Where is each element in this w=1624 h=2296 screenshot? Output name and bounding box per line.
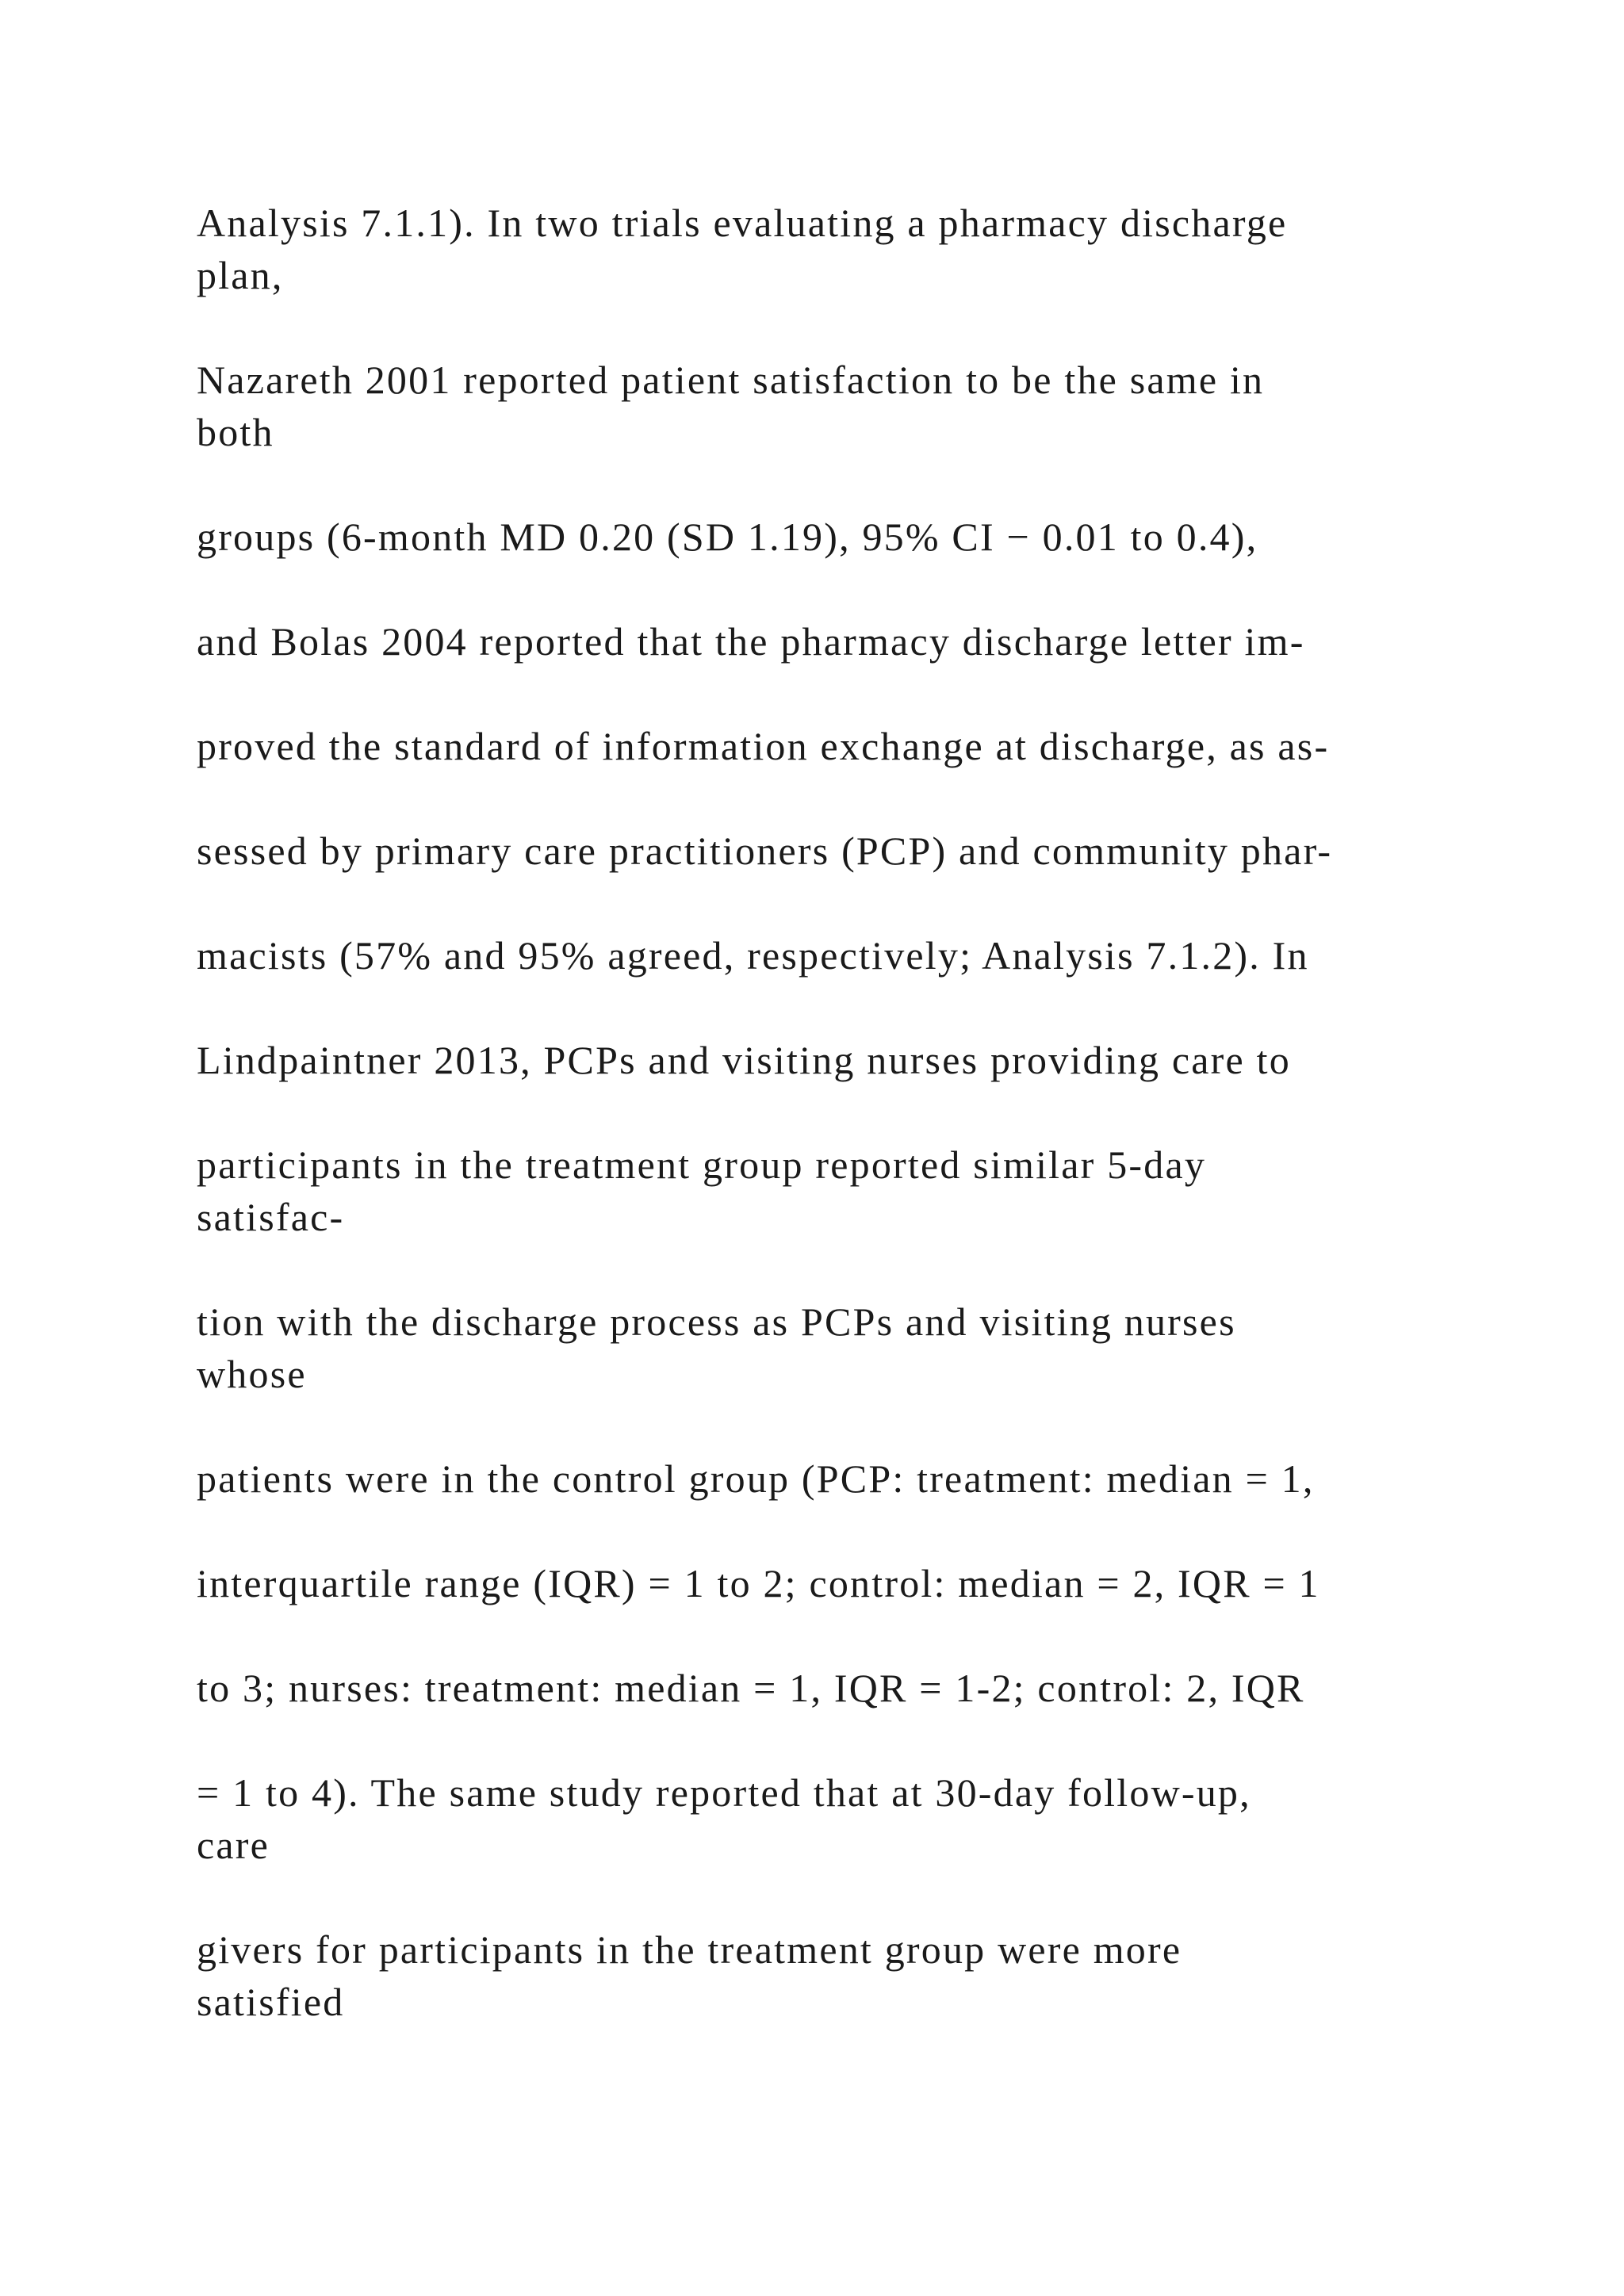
text-line: interquartile range (IQR) = 1 to 2; control: median = 2, IQR = 1: [197, 1561, 1320, 1605]
text-line: = 1 to 4). The same study reported that at 30-day follow-up, care: [197, 1770, 1251, 1867]
text-line: patients were in the control group (PCP: treatment: median = 1,: [197, 1456, 1315, 1501]
text-line: participants in the treatment group reported similar 5-day satisfac-: [197, 1142, 1207, 1239]
text-line: Nazareth 2001 reported patient satisfaction to be the same in both: [197, 358, 1265, 454]
text-line: groups (6-month MD 0.20 (SD 1.19), 95% CI − 0.01 to 0.4),: [197, 515, 1258, 559]
text-line: to 3; nurses: treatment: median = 1, IQR = 1-2; control: 2, IQR: [197, 1666, 1305, 1710]
text-line: proved the standard of information exchange at discharge, as as-: [197, 724, 1330, 768]
text-line: and Bolas 2004 reported that the pharmacy discharge letter im-: [197, 619, 1305, 664]
text-line: Lindpaintner 2013, PCPs and visiting nurses providing care to: [197, 1038, 1291, 1082]
text-line: givers for participants in the treatment group were more satisfied: [197, 1927, 1182, 2024]
text-line: tion with the discharge process as PCPs and visiting nurses whose: [197, 1299, 1236, 1396]
text-line: sessed by primary care practitioners (PCP) and community phar-: [197, 828, 1333, 873]
text-line: macists (57% and 95% agreed, respectively; Analysis 7.1.2). In: [197, 933, 1309, 978]
text-line: Analysis 7.1.1). In two trials evaluating a pharmacy discharge plan,: [197, 201, 1288, 297]
